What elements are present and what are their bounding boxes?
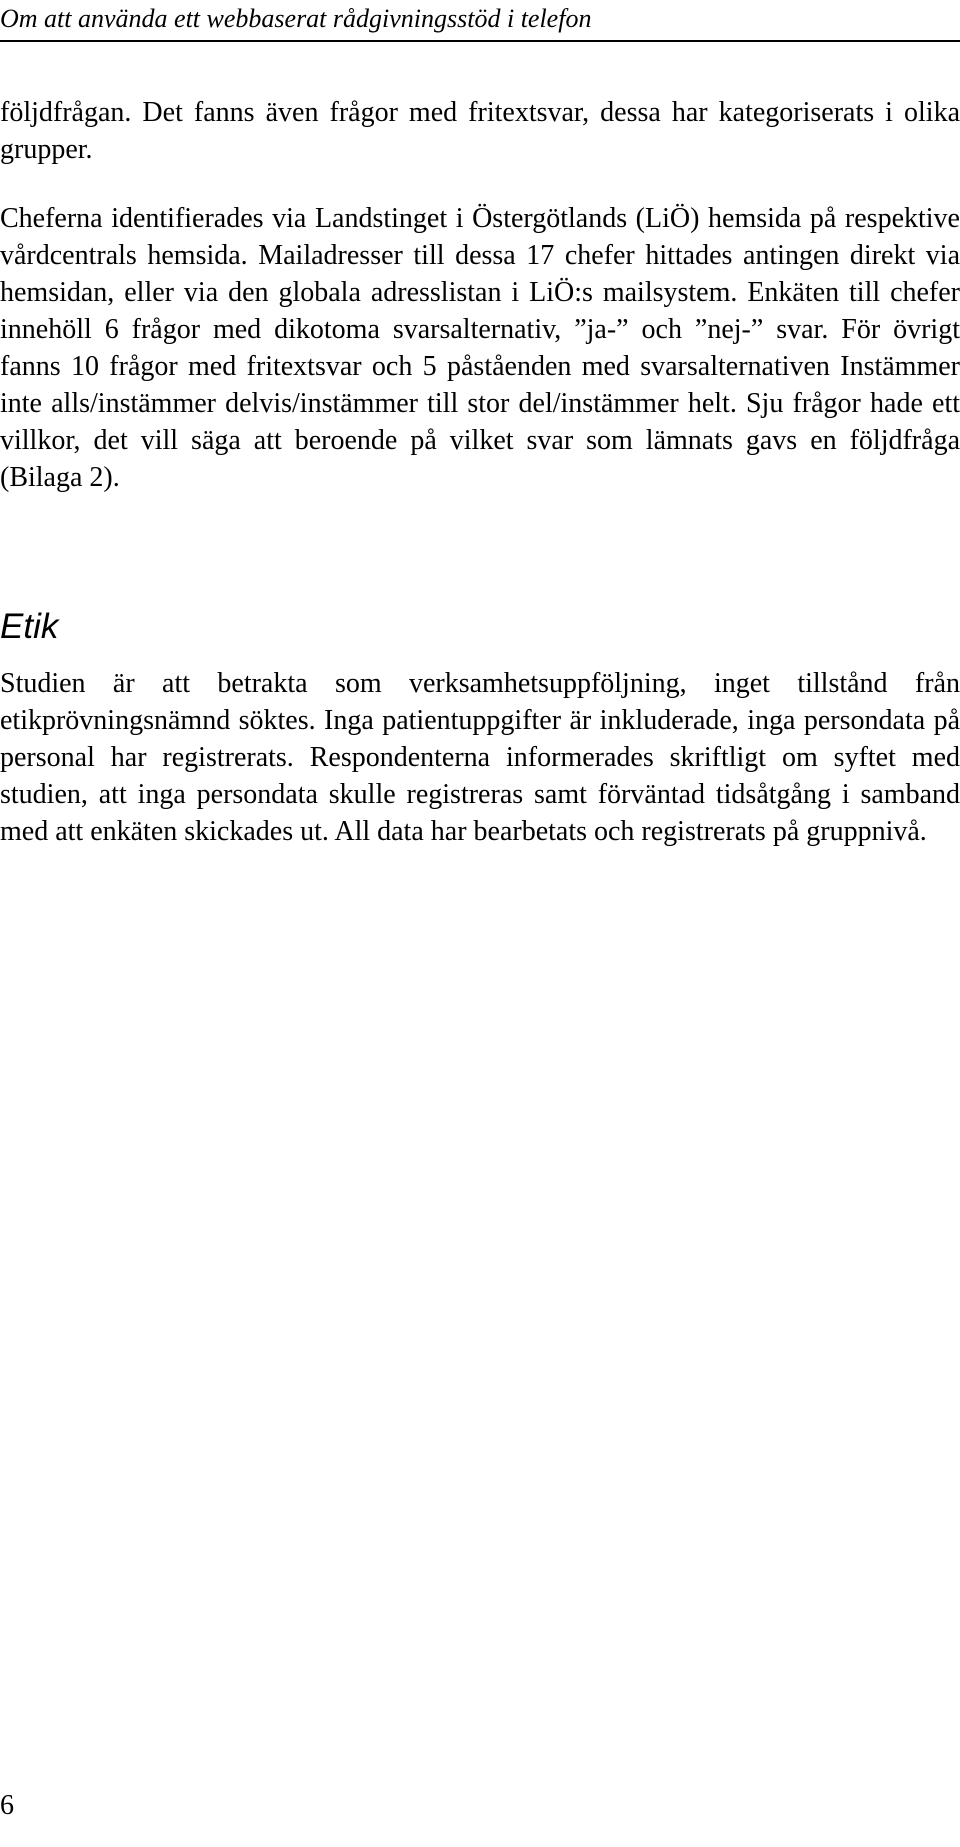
section-paragraph-etik: Studien är att betrakta som verksamhetsuppföljning, inget tillstånd från etikprövningsnämnd söktes. Inga patientuppgifter är inkluderade, inga persondata på personal har registrerats. Respondenterna informerades skriftligt om syftet med studien, att inga persondata skulle registreras samt förväntad tidsåtgång i samband med att enkäten skickades ut. All data har bearbetats och registrerats på gruppnivå. [0,668,960,847]
running-header-title: Om att använda ett webbaserat rådgivningsstöd i telefon [0,4,592,33]
running-header [0,2,960,42]
section-heading-etik: Etik [0,607,59,646]
body-paragraph-1: följdfrågan. Det fanns även frågor med fritextsvar, dessa har kategoriserats i olika grupper. [0,97,960,165]
body-paragraph-2: Cheferna identifierades via Landstinget i Östergötlands (LiÖ) hemsida på respektive vårdcentrals hemsida. Mailadresser till dessa 17 chefer hittades antingen direkt via hemsidan, eller via den globala adresslistan i LiÖ:s mailsystem. Enkäten till chefer innehöll 6 frågor med dikotoma svarsalternativ, ”ja-” och ”nej-” svar. För övrigt fanns 10 frågor med fritextsvar och 5 påståenden med svarsalternativen Instämmer inte alls/instämmer delvis/instämmer till stor del/instämmer helt. Sju frågor hade ett villkor, det vill säga att beroende på vilket svar som lämnats gavs en följdfråga (Bilaga 2). [0,203,960,493]
page-number: 6 [0,1790,14,1821]
